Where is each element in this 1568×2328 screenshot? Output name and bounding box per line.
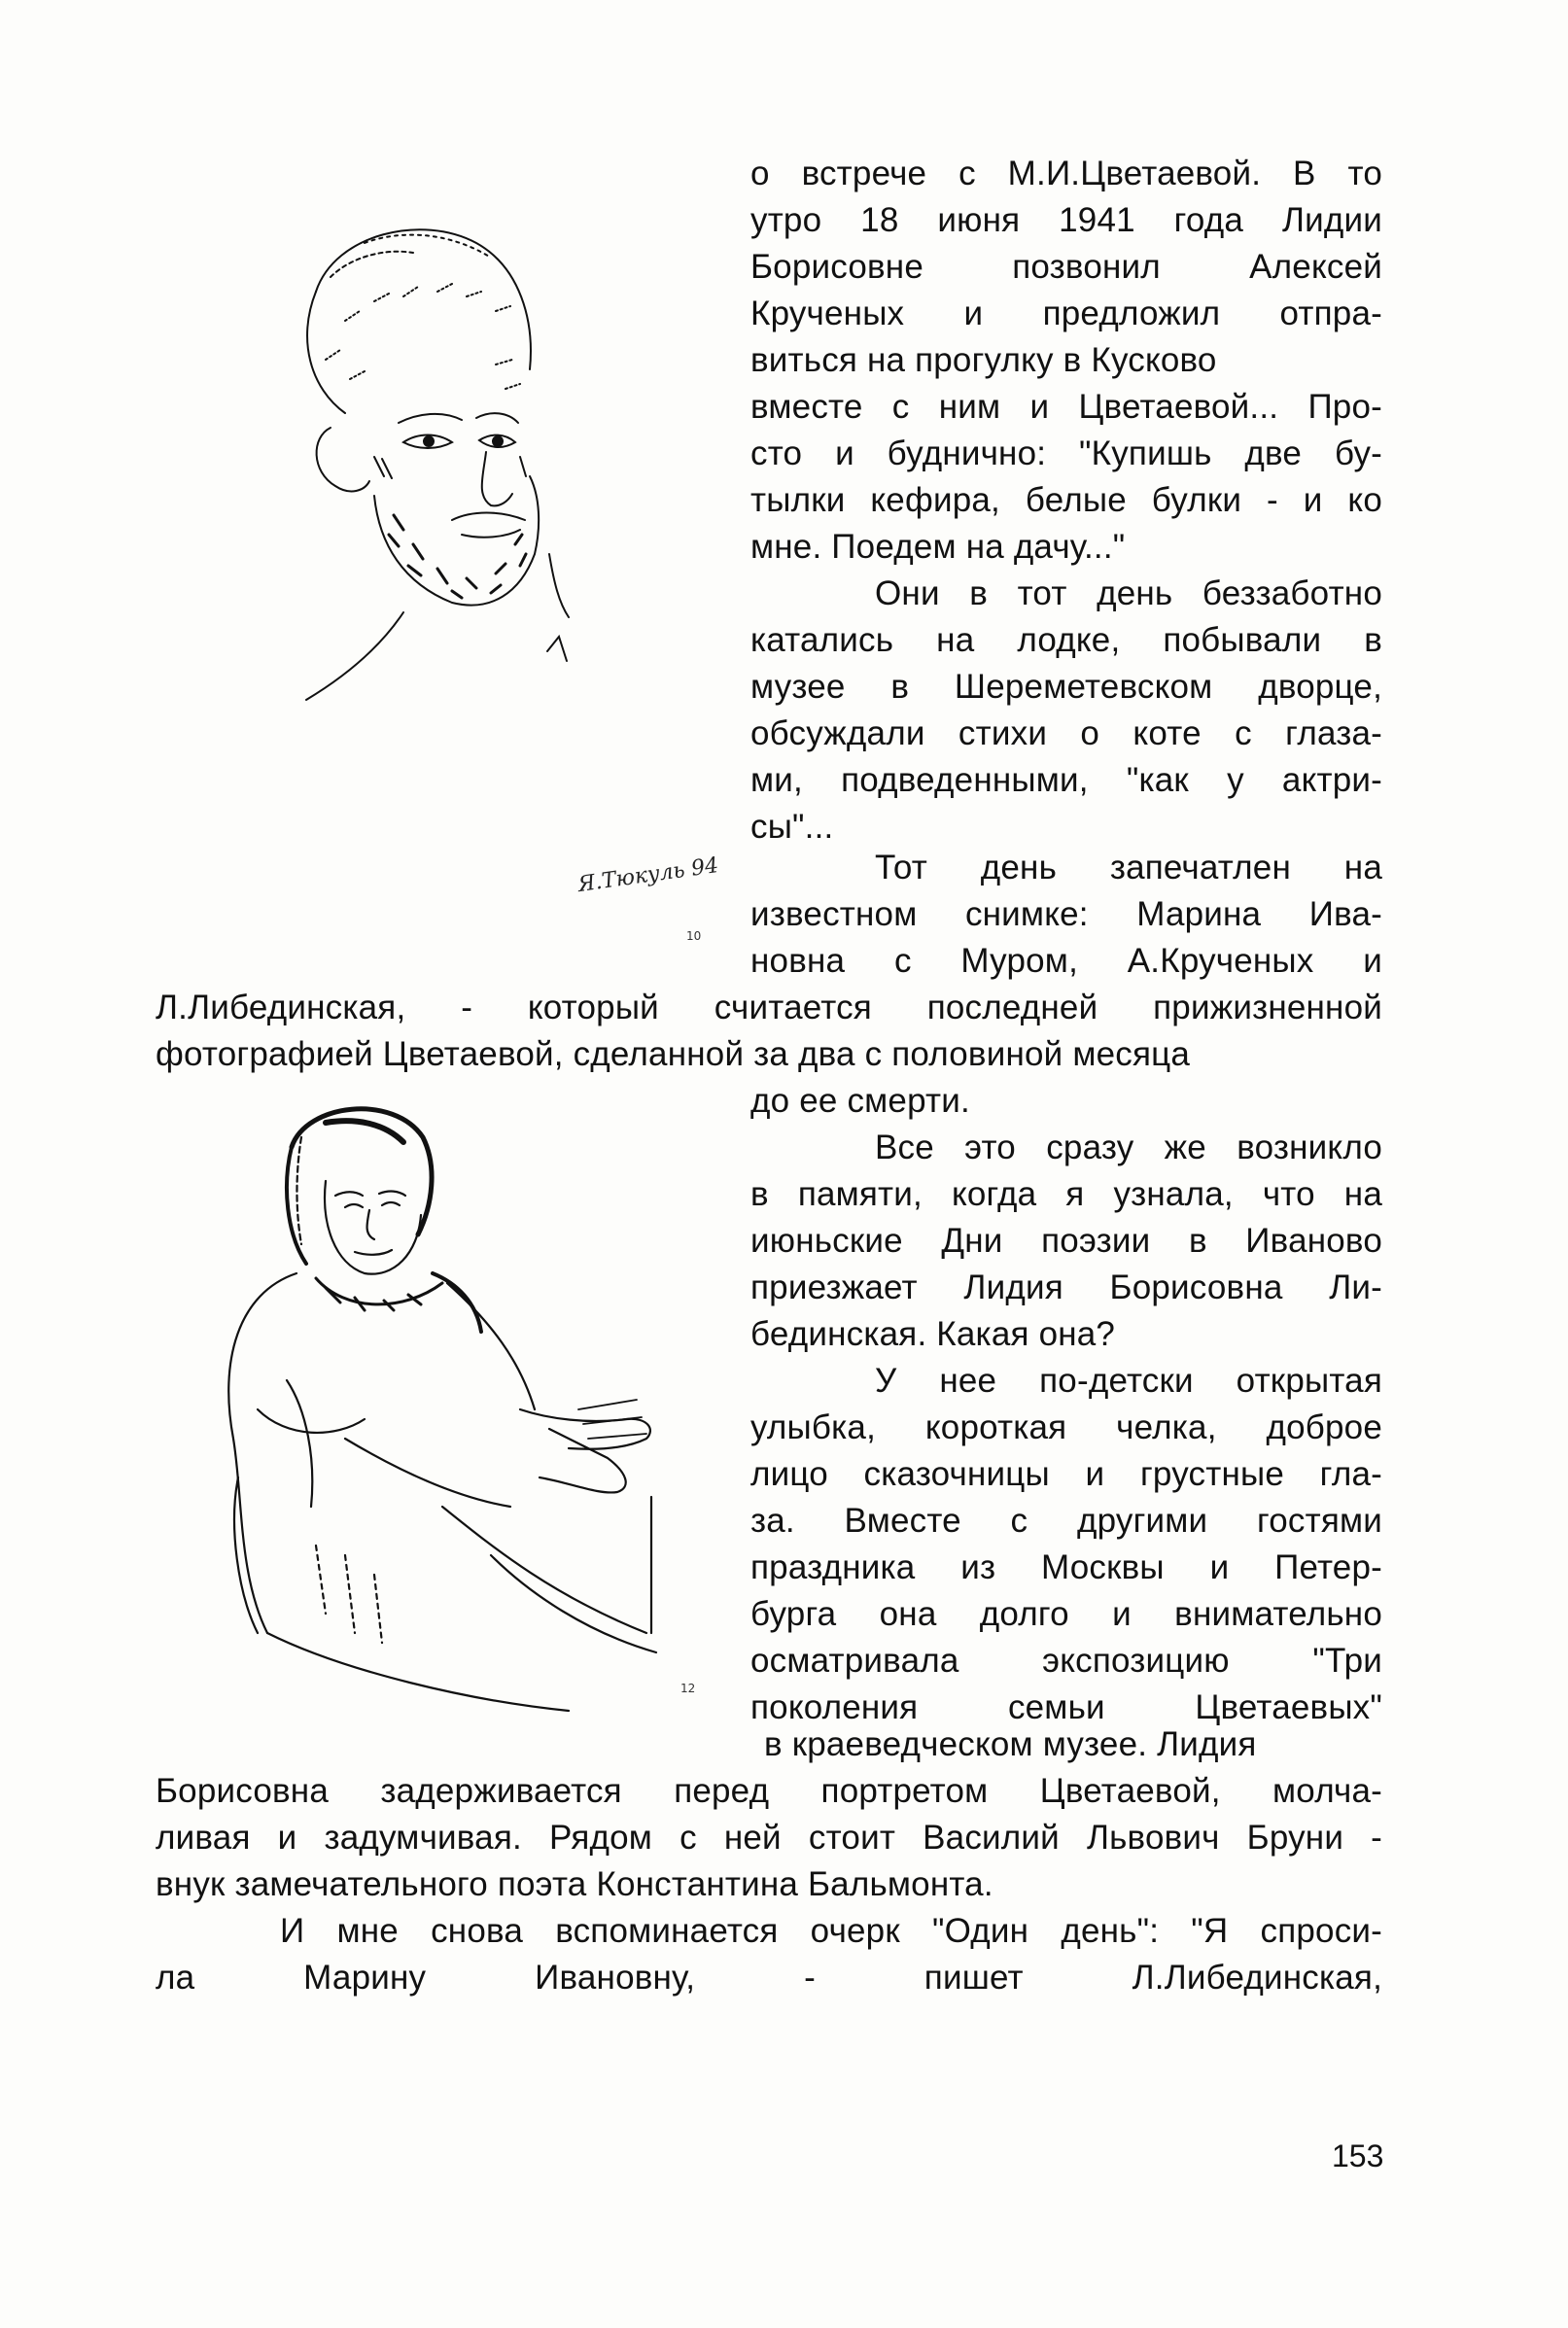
text-line: Все это сразу же возникло — [875, 1129, 1382, 1166]
text-line: поколения семьи Цветаевых" — [750, 1688, 1382, 1726]
text-line: Тот день запечатлен на — [875, 849, 1382, 886]
sketch-mark-1: 10 — [686, 929, 702, 943]
text-line: праздника из Москвы и Петер- — [750, 1548, 1382, 1586]
text-line: фотографией Цветаевой, сделанной за два с половиной месяца — [156, 1035, 1191, 1073]
text-line: Борисовне позвонил Алексей — [750, 248, 1382, 286]
text-line: виться на прогулку в Кусково — [750, 341, 1217, 379]
text-line: Л.Либединская, - который считается последней прижизненной — [156, 989, 1382, 1026]
text-line: известном снимке: Марина Ива- — [750, 895, 1382, 933]
text-line: до ее смерти. — [750, 1082, 970, 1120]
text-line: Они в тот день беззаботно — [875, 574, 1382, 612]
text-line: бединская. Какая она? — [750, 1315, 1116, 1353]
text-line: июньские Дни поэзии в Иваново — [750, 1222, 1382, 1260]
text-line: мне. Поедем на дачу..." — [750, 528, 1126, 566]
text-line: И мне снова вспоминается очерк "Один день": "Я спроси- — [280, 1912, 1382, 1950]
text-line: лицо сказочницы и грустные гла- — [750, 1455, 1382, 1493]
text-line: о встрече с М.И.Цветаевой. В то — [750, 155, 1382, 192]
text-line: ливая и задумчивая. Рядом с ней стоит Василий Львович Бруни - — [156, 1819, 1382, 1857]
text-line: ла Марину Ивановну, - пишет Л.Либединская, — [156, 1959, 1382, 1997]
text-line: осматривала экспозицию "Три — [750, 1642, 1382, 1680]
text-line: улыбка, короткая челка, доброе — [750, 1408, 1382, 1446]
sketch-mark-2: 12 — [680, 1682, 696, 1695]
artist-signature: Я.Тюкуль 94 — [575, 852, 720, 898]
portrait-sketch-man — [258, 204, 588, 729]
text-line: сы"... — [750, 808, 834, 846]
text-line: внук замечательного поэта Константина Бальмонта. — [156, 1865, 993, 1903]
text-line: в краеведческом музее. Лидия — [764, 1725, 1257, 1763]
text-line: ми, подведенными, "как у актри- — [750, 761, 1382, 799]
text-line: сто и буднично: "Купишь две бу- — [750, 434, 1382, 472]
text-line: тылки кефира, белые булки - и ко — [750, 481, 1382, 519]
text-line: за. Вместе с другими гостями — [750, 1502, 1382, 1540]
text-line: Борисовна задерживается перед портретом Цветаевой, молча- — [156, 1772, 1382, 1810]
text-line: приезжает Лидия Борисовна Ли- — [750, 1268, 1382, 1306]
portrait-sketch-woman — [199, 1089, 695, 1730]
text-line: бурга она долго и внимательно — [750, 1595, 1382, 1633]
text-line: обсуждали стихи о коте с глаза- — [750, 714, 1382, 752]
text-line: музее в Шереметевском дворце, — [750, 668, 1382, 706]
text-line: катались на лодке, побывали в — [750, 621, 1382, 659]
text-line: вместе с ним и Цветаевой... Про- — [750, 388, 1382, 426]
text-line: утро 18 июня 1941 года Лидии — [750, 201, 1382, 239]
text-line: Крученых и предложил отпра- — [750, 295, 1382, 332]
text-line: У нее по-детски открытая — [875, 1362, 1382, 1400]
page-number: 153 — [1332, 2138, 1384, 2173]
text-line: в памяти, когда я узнала, что на — [750, 1175, 1382, 1213]
text-line: новна с Муром, А.Крученых и — [750, 942, 1382, 980]
